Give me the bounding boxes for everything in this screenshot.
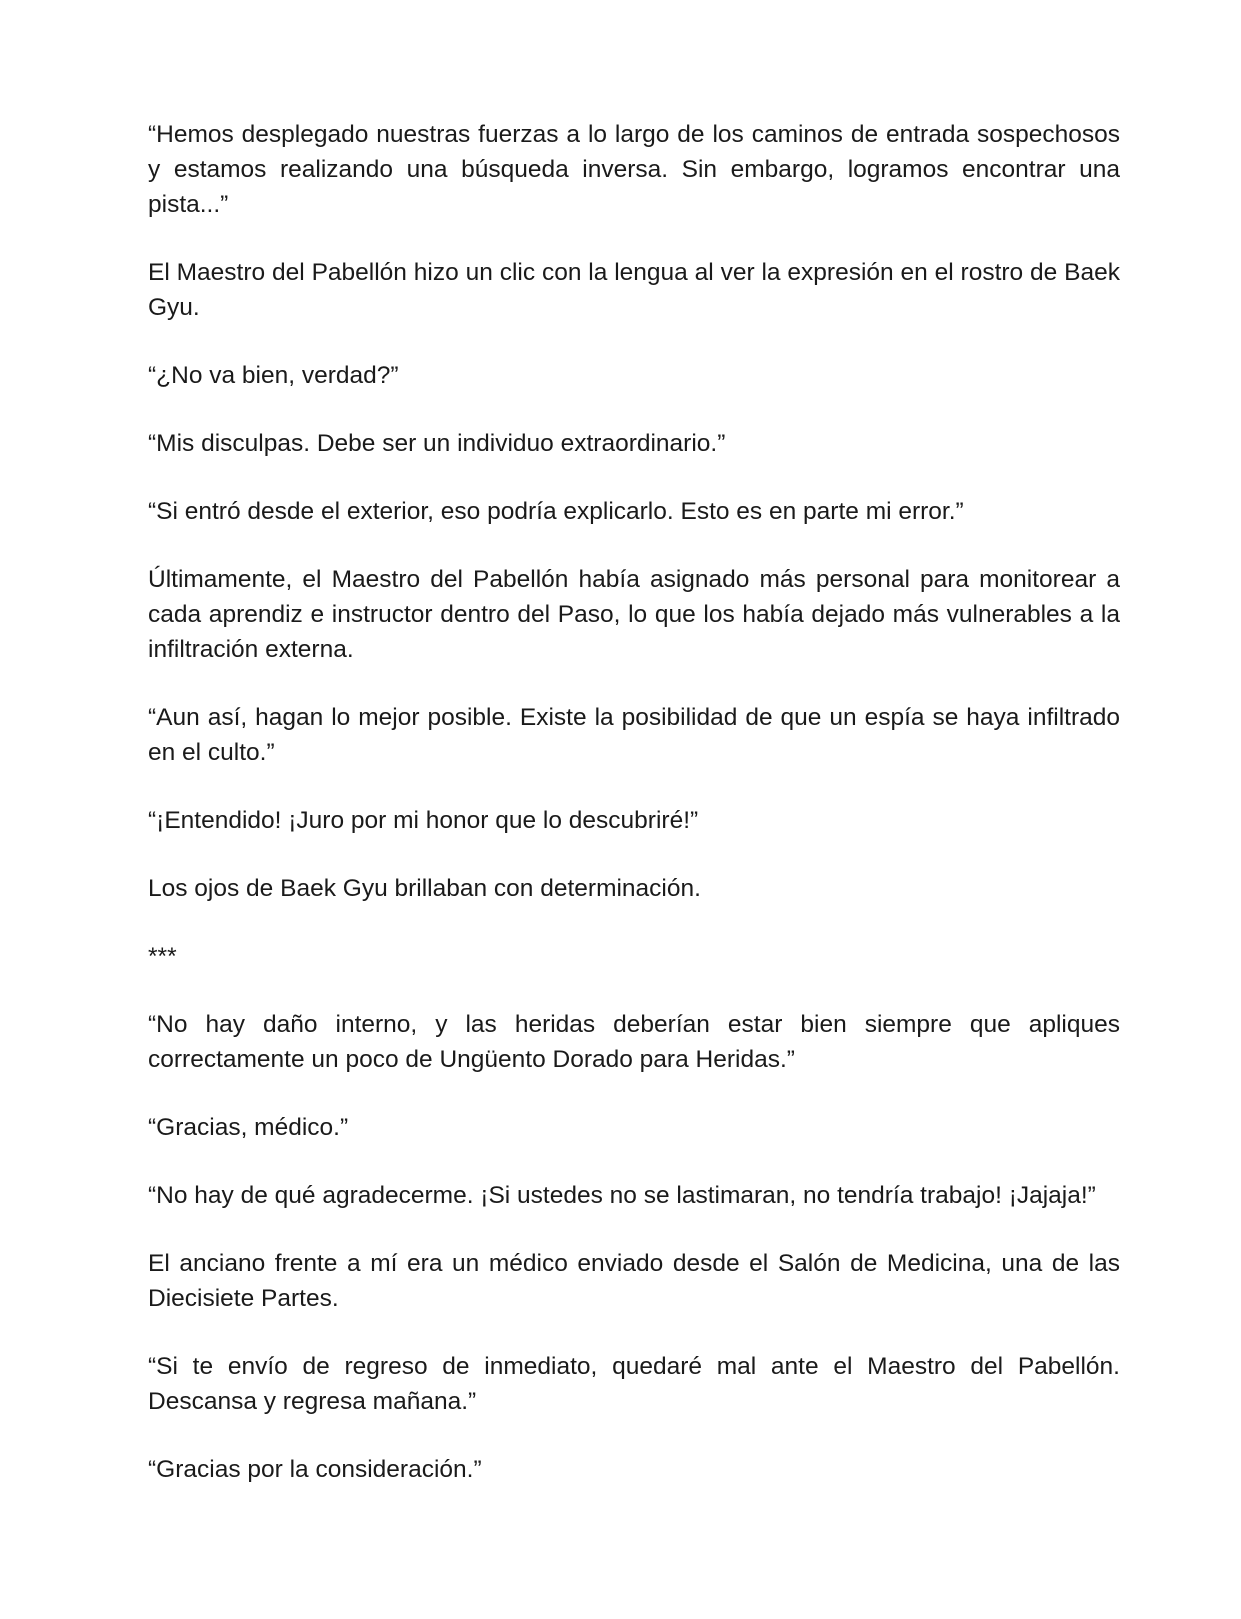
paragraph-15: “Si te envío de regreso de inmediato, quedaré mal ante el Maestro del Pabellón. Descansa y regresa mañana.” <box>148 1353 1120 1415</box>
paragraph-6: Últimamente, el Maestro del Pabellón había asignado más personal para monitorear a cada aprendiz e instructor dentro del Paso, lo que los había dejado más vulnerables a la infiltración externa. <box>148 566 1120 663</box>
document-page <box>148 117 1120 1487</box>
paragraph-4: “Mis disculpas. Debe ser un individuo extraordinario.” <box>148 430 726 457</box>
paragraph-12: “Gracias, médico.” <box>148 1114 349 1141</box>
paragraph-11: “No hay daño interno, y las heridas deberían estar bien siempre que apliques correctamente un poco de Ungüento Dorado para Heridas.” <box>148 1011 1120 1073</box>
scene-break: *** <box>148 943 177 970</box>
paragraph-9: Los ojos de Baek Gyu brillaban con determinación. <box>148 875 701 902</box>
paragraph-7: “Aun así, hagan lo mejor posible. Existe la posibilidad de que un espía se haya infiltrado en el culto.” <box>148 704 1120 766</box>
paragraph-5: “Si entró desde el exterior, eso podría explicarlo. Esto es en parte mi error.” <box>148 498 964 525</box>
paragraph-14: El anciano frente a mí era un médico enviado desde el Salón de Medicina, una de las Diecisiete Partes. <box>148 1250 1120 1312</box>
paragraph-3: “¿No va bien, verdad?” <box>148 362 399 389</box>
paragraph-2: El Maestro del Pabellón hizo un clic con la lengua al ver la expresión en el rostro de Baek Gyu. <box>148 259 1120 321</box>
paragraph-8: “¡Entendido! ¡Juro por mi honor que lo descubriré!” <box>148 807 699 834</box>
paragraph-1: “Hemos desplegado nuestras fuerzas a lo largo de los caminos de entrada sospechosos y estamos realizando una búsqueda inversa. Sin embargo, logramos encontrar una pista...” <box>148 121 1120 218</box>
paragraph-13: “No hay de qué agradecerme. ¡Si ustedes no se lastimaran, no tendría trabajo! ¡Jajaja!” <box>148 1182 1096 1209</box>
paragraph-16: “Gracias por la consideración.” <box>148 1456 482 1483</box>
